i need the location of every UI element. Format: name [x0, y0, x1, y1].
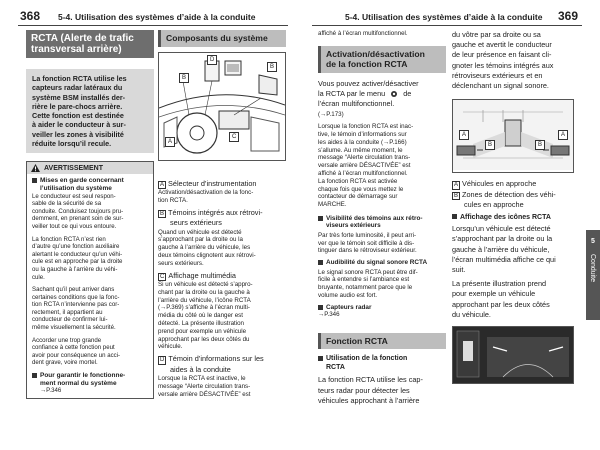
column-3 — [318, 30, 446, 406]
item-d-text: Lorsque la RCTA est inactive, le message “Alerte circulation trans- versale arrière DÉSACTIVÉE” est — [158, 375, 251, 398]
visibility-subhead: Visibilité des témoins aux rétro- viseurs extérieurs — [318, 215, 446, 230]
callout-b-left: B — [179, 73, 189, 83]
audibility-text: Le signal sonore RCTA peut être dif- ficile à entendre si l’ambiance est bruyante, notamment parce que le volume audio est fort. — [318, 268, 418, 299]
example-para: La présente illustration prend pour exemple un véhicule approchant par les deux côtés du véhicule. — [452, 279, 550, 319]
activation-para: Vous pouvez activer/désactiver la RCTA par le menu de l’écran multifonctionnel. — [318, 78, 419, 109]
column-2 — [158, 30, 286, 399]
rcta-function-heading: Fonction RCTA — [318, 333, 446, 350]
column-1 — [26, 30, 154, 399]
chapter-number: 5 — [591, 238, 595, 245]
left-page-number: 368 — [20, 9, 41, 23]
left-header-rule — [18, 25, 288, 26]
icons-para: Lorsqu’un véhicule est détecté s’approchant par la droite ou la gauche à l’arrière du véhicule, l’écran multimédia affiche ce qui suit. — [452, 224, 556, 274]
warning-subhead-1: Mises en garde concernant l’utilisation du système — [32, 177, 148, 192]
chapter-label: Conduite — [589, 254, 596, 283]
item-c: C Affichage multimédia — [160, 270, 236, 280]
warning-box — [26, 161, 154, 398]
activation-heading: Activation/désactivation de la fonction RCTA — [318, 46, 446, 73]
item-a: A Sélecteur d’instrumentation — [160, 178, 257, 188]
right-header-rule — [312, 25, 582, 26]
item-b: B Témoins intégrés aux rétrovi- seurs extérieurs — [160, 207, 263, 228]
warn-driver-para: du vôtre par sa droite ou sa gauche et avertit le conducteur de leur présence en faisant cli- gnoter les témoins intégrés aux rétroviseurs extérieurs et en déclenchant un signal sonore. — [452, 30, 554, 91]
right-running-title: 5-4. Utilisation des systèmes d’aide à la conduite — [345, 12, 543, 22]
item-d: D Témoin d’informations sur les aides à la conduite — [160, 354, 264, 374]
parking-callout-a-left: A — [459, 130, 469, 140]
callout-b-right: B — [267, 62, 277, 72]
parking-item-a: A Véhicules en approche — [454, 179, 537, 189]
rcta-title: RCTA (Alerte de trafic transversal arrière) — [26, 30, 154, 58]
dashboard-illustration — [158, 52, 286, 161]
chapter-tab — [586, 230, 600, 320]
parking-callout-a-right: A — [558, 130, 568, 140]
audibility-subhead: Audibilité du signal sonore RCTA — [318, 259, 446, 266]
item-b-text: Quand un véhicule est détecté s’approchant par la droite ou la gauche à l’arrière du véhicule, les deux témoins clignotent aux rétrovi- seurs extérieurs. — [158, 228, 256, 267]
usage-subhead: Utilisation de la fonction RCTA — [318, 354, 446, 372]
visibility-text: Par très forte luminosité, il peut arri- ver que le témoin soit difficile à dis- tinguer dans le rétroviseur extérieur. — [318, 231, 417, 255]
item-a-text: Activation/désactivation de la fonc- tion RCTA. — [158, 189, 254, 204]
gear-icon — [390, 90, 398, 98]
warning-para-4: Accorder une trop grande confiance à cette fonction peut avoir pour conséquence un acci- dent grave, voire mortel. — [32, 336, 121, 367]
warning-subhead-2: Pour garantir le fonctionne- ment normal du système — [32, 372, 148, 387]
inactive-para: Lorsque la fonction RCTA est inac- tive, le témoin d’informations sur les aides à la conduite (→P.166) s’allume. Au même moment, le message “Alerte circulation trans- versale arrière DÉSACTIVÉE” est affiché à l’écran multifonctionnel. La fonction RCTA est activée chaque fois que vous mettez le contacteur de démarrage sur MARCHE. — [318, 123, 414, 209]
right-page-number: 369 — [558, 9, 579, 23]
parking-item-b: B Zones de détection des véhi- cules en approche — [454, 189, 556, 210]
parking-illustration — [452, 99, 574, 173]
warning-header — [27, 162, 153, 174]
warning-triangle-icon — [31, 164, 40, 172]
callout-d: D — [207, 55, 217, 65]
callout-a: A — [165, 137, 175, 147]
rcta-screen-illustration — [452, 326, 574, 384]
radar-subhead: Capteurs radar — [318, 304, 446, 311]
intro-box: La fonction RCTA utilise les capteurs radar latéraux du système BSM installés der- rière le pare-chocs arrière. Cette fonction est destinée à aider le conducteur à sur- veiller les zones à visibilité réduite lorsqu’il recule. — [26, 69, 154, 153]
column-4 — [452, 30, 574, 384]
item-c-text: Si un véhicule est détecté s’appro- chant par la droite ou la gauche à l’arrière du véhicule, l’icône RCTA (→P.369) s’affiche à l’écran multi- média du côté où le danger est détecté. La présente illustration prend pour exemple un véhicule approchant par les deux côtés du véhicule. — [158, 281, 253, 351]
parking-drawing — [453, 100, 573, 170]
components-heading: Composants du système — [158, 30, 286, 47]
activation-ref[interactable]: (→P.173) — [318, 111, 344, 119]
warning-body — [27, 174, 153, 397]
parking-callout-b-right: B — [535, 140, 545, 150]
icons-subhead: Affichage des icônes RCTA — [452, 214, 574, 221]
warning-label: AVERTISSEMENT — [44, 164, 103, 172]
warning-para-3: Sachant qu’il peut arriver dans certaines conditions que la fonc- tion RCTA n’intervienne pas cor- rectement, il appartient au conducteur de confirmer lui- même visuellement la sécurité. — [32, 286, 120, 332]
warning-para-1: Le conducteur est seul respon- sable de la sécurité de sa conduite. Conduisez toujours pru- demment, en prenant soin de sur- veiller tout ce qui vous entoure. — [32, 192, 124, 230]
radar-ref[interactable]: →P.346 — [318, 311, 340, 319]
usage-para: La fonction RCTA utilise les cap- teurs radar pour détecter les véhicules approchant à l’arrière — [318, 375, 423, 405]
continued-line: affiché à l’écran multifonctionnel. — [318, 30, 408, 37]
left-running-title: 5-4. Utilisation des systèmes d’aide à la conduite — [58, 12, 256, 22]
callout-c: C — [229, 132, 239, 142]
rcta-screen-drawing — [453, 327, 573, 381]
warning-page-ref[interactable]: →P.346 — [40, 387, 62, 395]
warning-para-2: La fonction RCTA n’est rien d’autre qu’une fonction auxiliaire alertant le conducteur qu’un véhi- cule est en approche par la droite ou la gauche à l’arrière du véhi- cule. — [32, 235, 123, 281]
parking-callout-b-left: B — [485, 140, 495, 150]
